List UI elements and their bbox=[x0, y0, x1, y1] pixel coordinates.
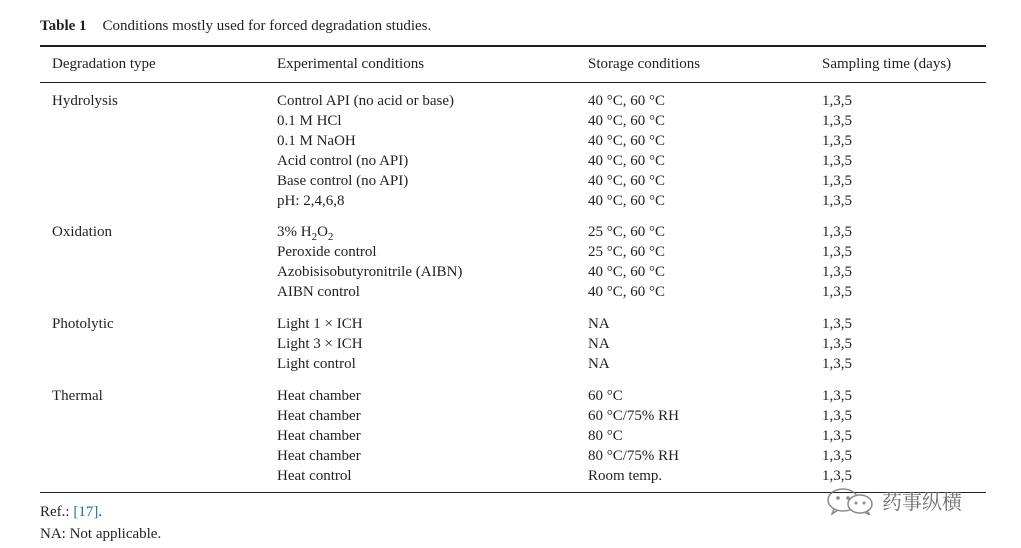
subscript: 2 bbox=[327, 231, 334, 243]
storage-condition: 25 °C, 60 °C bbox=[588, 244, 666, 260]
table-footnotes bbox=[40, 501, 161, 545]
condition-text: 3% H bbox=[277, 224, 312, 240]
table-row bbox=[0, 354, 1021, 374]
degradation-type: Photolytic bbox=[52, 316, 114, 332]
sampling-time: 1,3,5 bbox=[822, 153, 852, 169]
experimental-condition: Base control (no API) bbox=[277, 173, 409, 189]
experimental-condition: Heat chamber bbox=[277, 428, 361, 444]
experimental-condition: Acid control (no API) bbox=[277, 153, 409, 169]
table-row bbox=[0, 171, 1021, 191]
storage-condition: 40 °C, 60 °C bbox=[588, 93, 666, 109]
storage-condition: Room temp. bbox=[588, 468, 663, 484]
sampling-time: 1,3,5 bbox=[822, 93, 852, 109]
table-row bbox=[0, 111, 1021, 131]
sampling-time: 1,3,5 bbox=[822, 468, 852, 484]
storage-condition: 40 °C, 60 °C bbox=[588, 264, 666, 280]
table-top-rule bbox=[40, 45, 986, 47]
table-row bbox=[0, 242, 1021, 262]
reference-link[interactable]: [17] bbox=[73, 504, 99, 520]
storage-condition: 40 °C, 60 °C bbox=[588, 153, 666, 169]
table-header-rule bbox=[40, 82, 986, 83]
na-note: NA: Not applicable. bbox=[40, 526, 162, 542]
experimental-condition: Heat control bbox=[277, 468, 352, 484]
group-photolytic bbox=[0, 314, 1021, 374]
storage-condition: 60 °C bbox=[588, 388, 623, 404]
degradation-type: Hydrolysis bbox=[52, 93, 118, 109]
experimental-condition: 0.1 M HCl bbox=[277, 113, 342, 129]
storage-condition: 40 °C, 60 °C bbox=[588, 173, 666, 189]
sampling-time: 1,3,5 bbox=[822, 244, 852, 260]
experimental-condition: Control API (no acid or base) bbox=[277, 93, 455, 109]
experimental-condition: Peroxide control bbox=[277, 244, 377, 260]
experimental-condition: Light control bbox=[277, 356, 356, 372]
sampling-time: 1,3,5 bbox=[822, 408, 852, 424]
reference-suffix: . bbox=[98, 504, 103, 520]
subscript: 2 bbox=[311, 231, 318, 243]
table-row bbox=[0, 314, 1021, 334]
header-storage-conditions: Storage conditions bbox=[588, 56, 701, 72]
table-row bbox=[0, 262, 1021, 282]
degradation-type: Thermal bbox=[52, 388, 103, 404]
experimental-condition: AIBN control bbox=[277, 284, 360, 300]
sampling-time: 1,3,5 bbox=[822, 428, 852, 444]
storage-condition: 80 °C bbox=[588, 428, 623, 444]
storage-condition: NA bbox=[588, 336, 610, 352]
sampling-time: 1,3,5 bbox=[822, 224, 852, 240]
table-row bbox=[0, 406, 1021, 426]
table-row bbox=[0, 334, 1021, 354]
storage-condition: NA bbox=[588, 316, 610, 332]
reference-note bbox=[40, 501, 161, 523]
table-row bbox=[0, 191, 1021, 211]
sampling-time: 1,3,5 bbox=[822, 193, 852, 209]
table-row bbox=[0, 131, 1021, 151]
storage-condition: 40 °C, 60 °C bbox=[588, 133, 666, 149]
sampling-time: 1,3,5 bbox=[822, 133, 852, 149]
table-caption bbox=[40, 14, 431, 38]
sampling-time: 1,3,5 bbox=[822, 316, 852, 332]
group-thermal bbox=[0, 386, 1021, 486]
table-row bbox=[0, 91, 1021, 111]
table-row bbox=[0, 151, 1021, 171]
sampling-time: 1,3,5 bbox=[822, 173, 852, 189]
experimental-condition: Light 3 × ICH bbox=[277, 336, 363, 352]
table-row bbox=[0, 446, 1021, 466]
header-sampling-time: Sampling time (days) bbox=[822, 56, 952, 72]
storage-condition: 40 °C, 60 °C bbox=[588, 193, 666, 209]
experimental-condition: Light 1 × ICH bbox=[277, 316, 363, 332]
watermark-text: 药事纵横 bbox=[882, 490, 962, 514]
sampling-time: 1,3,5 bbox=[822, 356, 852, 372]
storage-condition: 80 °C/75% RH bbox=[588, 448, 680, 464]
group-oxidation bbox=[0, 222, 1021, 302]
storage-condition: 40 °C, 60 °C bbox=[588, 113, 666, 129]
table-row bbox=[0, 282, 1021, 302]
table-label: Table 1 bbox=[40, 18, 87, 34]
table-row bbox=[0, 426, 1021, 446]
sampling-time: 1,3,5 bbox=[822, 264, 852, 280]
sampling-time: 1,3,5 bbox=[822, 336, 852, 352]
storage-condition: 25 °C, 60 °C bbox=[588, 224, 666, 240]
storage-condition: NA bbox=[588, 356, 610, 372]
group-hydrolysis bbox=[0, 91, 1021, 211]
table-row bbox=[0, 386, 1021, 406]
experimental-condition: pH: 2,4,6,8 bbox=[277, 193, 345, 209]
table-row bbox=[0, 222, 1021, 242]
storage-condition: 60 °C/75% RH bbox=[588, 408, 680, 424]
table-title: Conditions mostly used for forced degradation studies. bbox=[102, 18, 432, 34]
experimental-condition: Azobisisobutyronitrile (AIBN) bbox=[277, 264, 463, 280]
degradation-type: Oxidation bbox=[52, 224, 112, 240]
wechat-logo-icon bbox=[824, 487, 876, 515]
condition-text: O bbox=[317, 224, 328, 240]
experimental-condition: Heat chamber bbox=[277, 408, 361, 424]
header-degradation-type: Degradation type bbox=[52, 56, 156, 72]
experimental-condition: Heat chamber bbox=[277, 388, 361, 404]
sampling-time: 1,3,5 bbox=[822, 113, 852, 129]
experimental-condition: 0.1 M NaOH bbox=[277, 133, 356, 149]
experimental-condition: Heat chamber bbox=[277, 448, 361, 464]
sampling-time: 1,3,5 bbox=[822, 388, 852, 404]
reference-prefix: Ref.: bbox=[40, 504, 74, 520]
sampling-time: 1,3,5 bbox=[822, 284, 852, 300]
table-row bbox=[0, 466, 1021, 486]
sampling-time: 1,3,5 bbox=[822, 448, 852, 464]
watermark bbox=[824, 486, 962, 515]
storage-condition: 40 °C, 60 °C bbox=[588, 284, 666, 300]
header-experimental-conditions: Experimental conditions bbox=[277, 56, 425, 72]
